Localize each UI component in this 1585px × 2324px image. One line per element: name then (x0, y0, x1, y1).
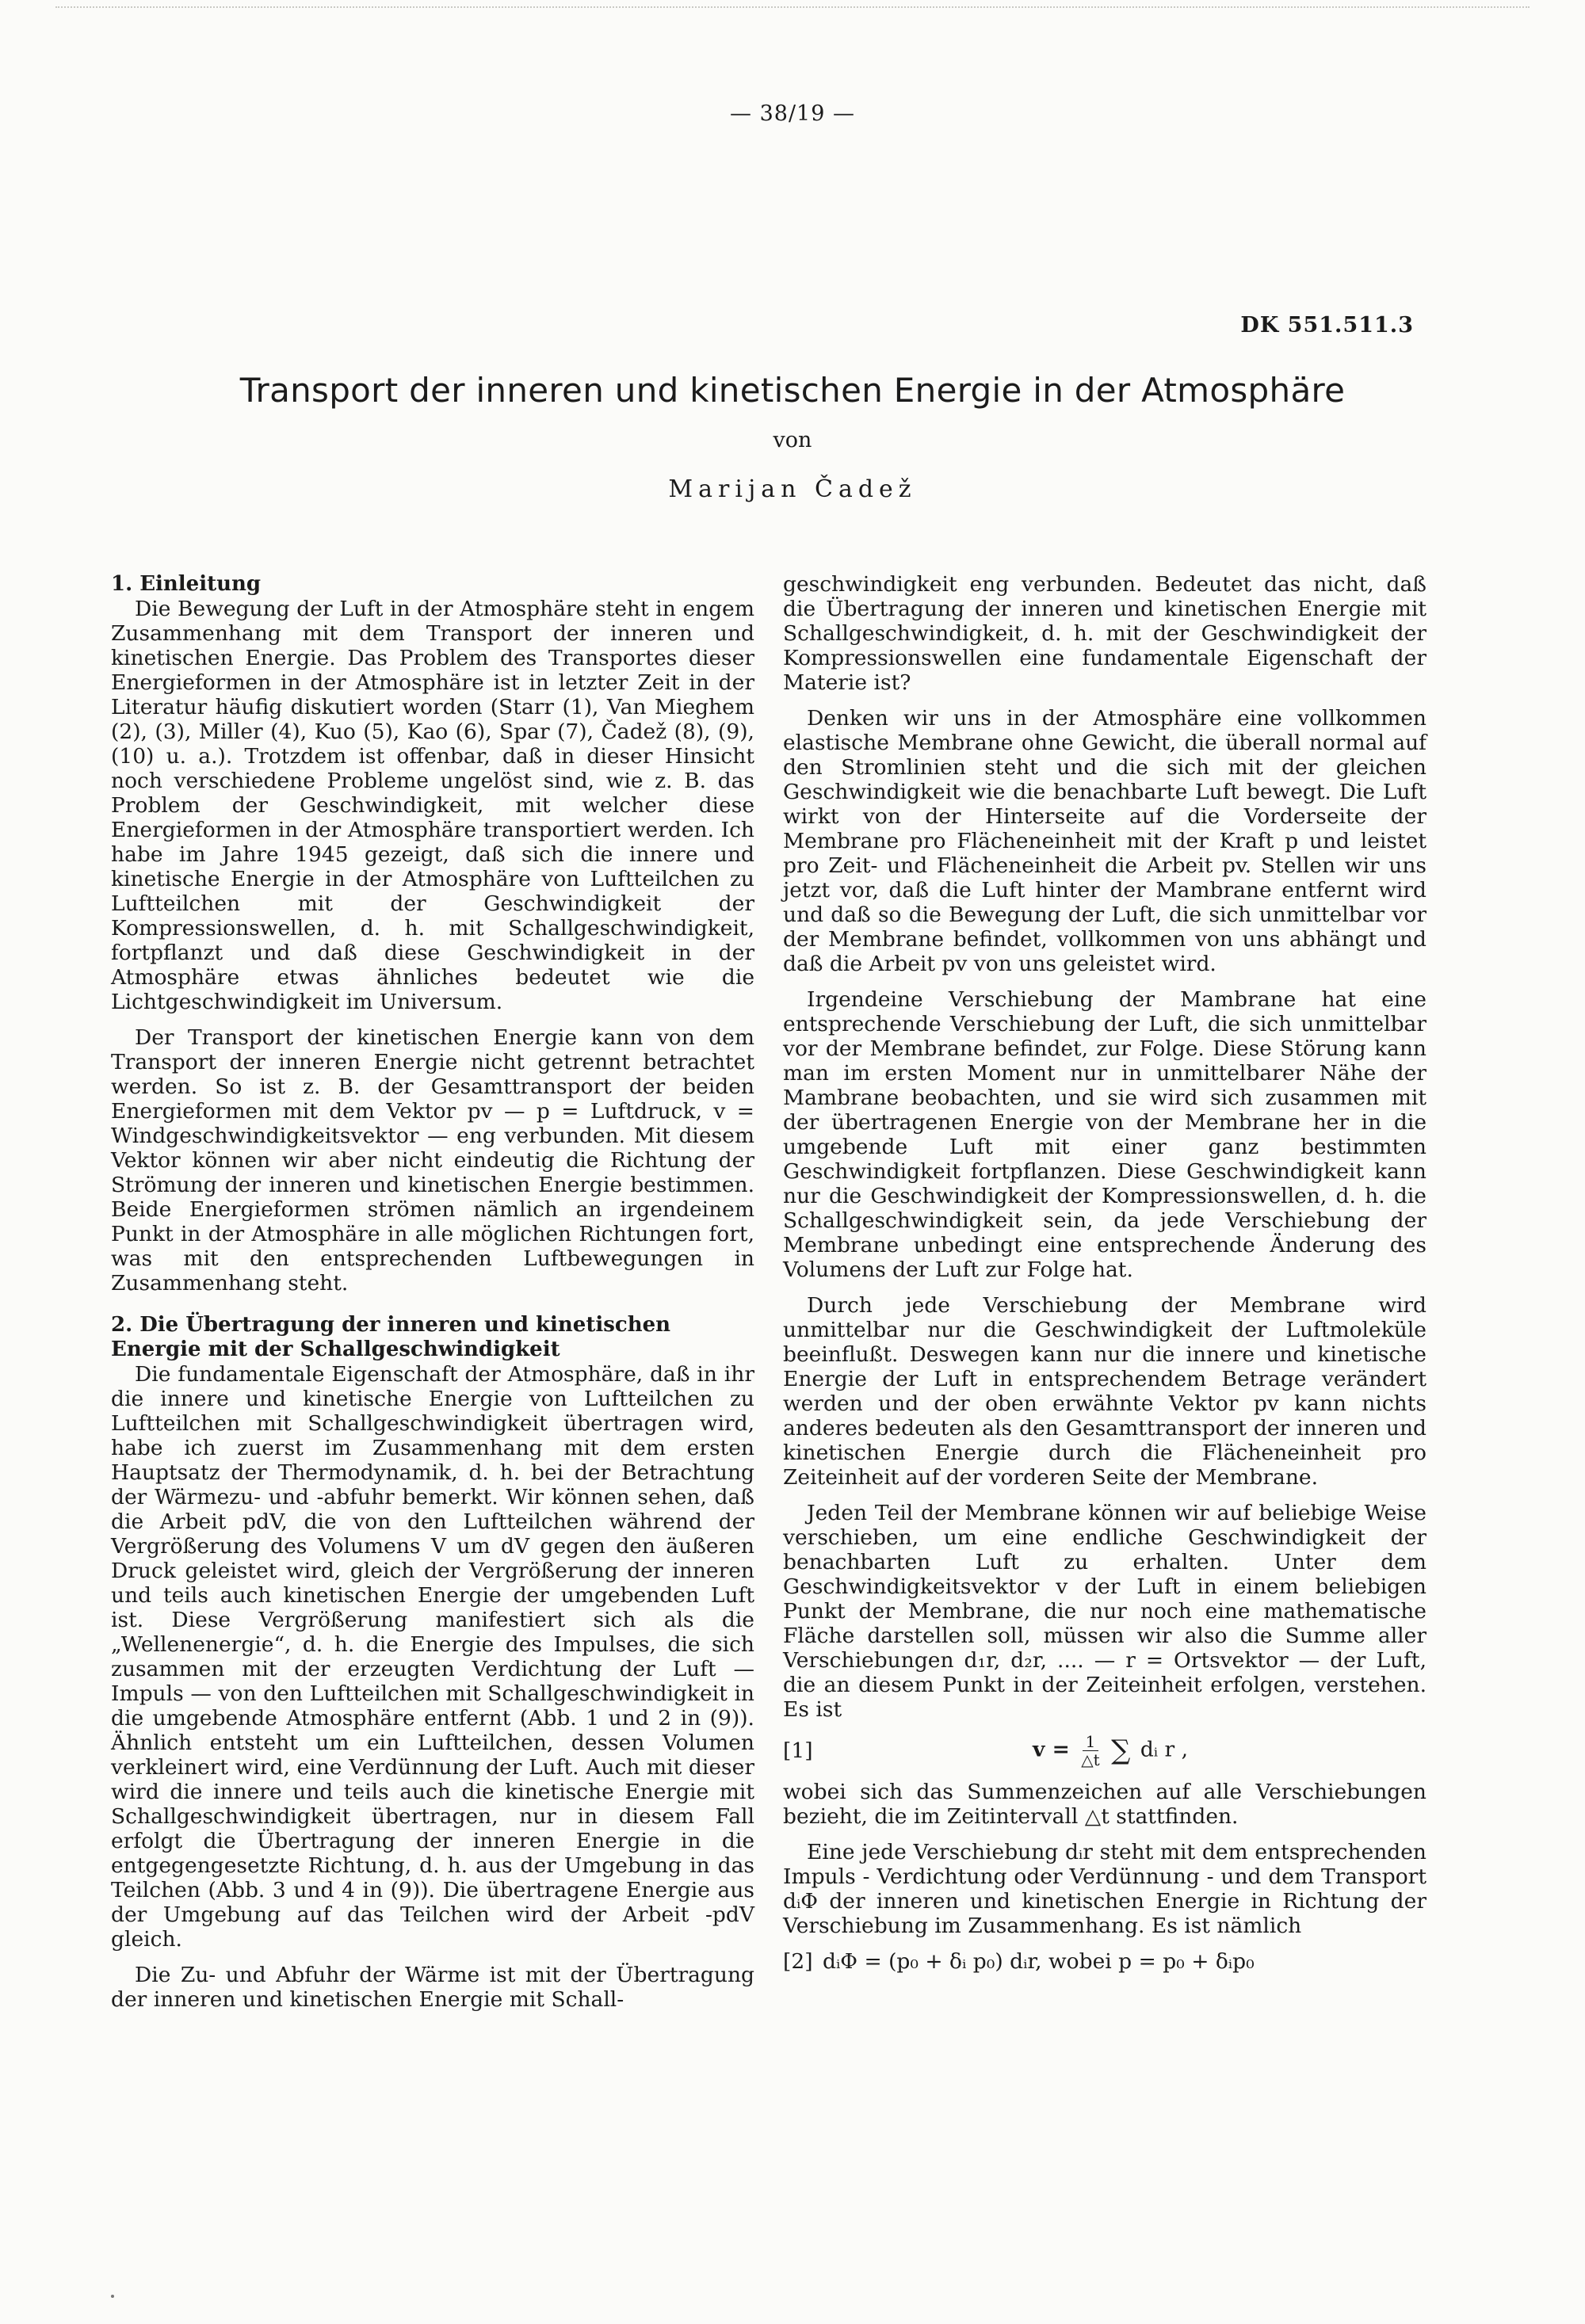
paragraph: Irgendeine Verschiebung der Mambrane hat eine entsprechende Verschiebung der Luft, die sich unmittelbar vor der Membrane befindet, zur Folge. Diese Störung kann man im ersten Moment nur in unmittelbarer Nähe der Mambrane beobachten, und sie wird sich zusammen mit der übertragenen Energie von der Membrane her in die umgebende Luft mit einer ganz bestimmten Geschwindigkeit fortpflanzen. Diese Geschwindigkeit kann nur die Geschwindigkeit der Kompressionswellen, d. h. die Schallgeschwindigkeit sein, da jede Verschiebung der Membrane unbedingt eine entsprechende Änderung des Volumens der Luft zur Folge hat. (783, 987, 1426, 1282)
section-heading-transfer: 2. Die Übertragung der inneren und kinetischen Energie mit der Schallgeschwindigkeit (111, 1313, 671, 1361)
paragraph: Die fundamentale Eigenschaft der Atmosphäre, daß in ihr die innere und kinetische Energie von Luftteilchen zu Luftteilchen mit Schallgeschwindigkeit übertragen wird, habe ich zuerst im Zusammenhang mit dem ersten Hauptsatz der Thermodynamik, d. h. bei der Betrachtung der Wärmezu- und -abfuhr bemerkt. Wir können sehen, daß die Arbeit pdV, die von den Luftteilchen während der Vergrößerung des Volumens V um dV gegen den äußeren Druck geleistet wird, gleich der Vergrößerung der inneren und teils auch kinetischen Energie der umgebenden Luft ist. Diese Vergrößerung manifestiert sich als die „Wellenenergie“, d. h. die Energie des Impulses, die sich zusammen mit der erzeugten Verdichtung der Luft — Impuls — von den Luftteilchen mit Schallgeschwindigkeit in die umgebende Atmosphäre entfernt (Abb. 1 und 2 in (9)). Ähnlich entsteht um ein Luftteilchen, dessen Volumen verkleinert wird, eine Verdünnung der Luft. Auch mit dieser wird die innere und teils auch die kinetische Energie mit Schallgeschwindigkeit übertragen, nur in diesem Fall erfolgt die Übertragung der inneren Energie in die entgegengesetzte Richtung, d. h. aus der Umgebung in das Teilchen (Abb. 3 und 4 in (9)). Die übertragene Energie aus der Umgebung auf das Teilchen wird der Arbeit -pdV gleich. (111, 1362, 754, 1952)
left-column (111, 572, 754, 2023)
paragraph: Jeden Teil der Membrane können wir auf beliebige Weise verschieben, um eine endliche Geschwindigkeit der benachbarten Luft zu erhalten. Unter dem Geschwindigkeitsvektor v der Luft in einem beliebigen Punkt der Membrane, die nur noch eine mathematische Fläche darstellen soll, müssen wir also die Summe aller Verschiebungen d₁r, d₂r, .... — r = Ortsvektor — der Luft, die an diesem Punkt in der Zeiteinheit erfolgen, verstehen. Es ist (783, 1501, 1426, 1722)
scan-speck (111, 2295, 114, 2298)
fraction-numerator: 1 (1083, 1733, 1099, 1751)
equation-body: dᵢΦ = (p₀ + δᵢ p₀) dᵢr, wobei p = p₀ + δᵢp₀ (823, 1949, 1255, 1974)
fraction (1081, 1733, 1099, 1769)
equation-body (838, 1733, 1426, 1769)
paragraph: Die Bewegung der Luft in der Atmosphäre steht in engem Zusammenhang mit dem Transport der inneren und kinetischen Energie. Das Problem des Transportes dieser Energieformen in der Atmosphäre ist in letzter Zeit in der Literatur häufig diskutiert worden (Starr (1), Van Mieghem (2), (3), Miller (4), Kuo (5), Kao (6), Spar (7), Čadež (8), (9), (10) u. a.). Trotzdem ist offenbar, daß in dieser Hinsicht noch verschiedene Probleme ungelöst sind, wie z. B. das Problem der Geschwindigkeit, mit welcher diese Energieformen in der Atmosphäre transportiert werden. Ich habe im Jahre 1945 gezeigt, daß sich die innere und kinetische Energie in der Atmosphäre von Luftteilchen zu Luftteilchen mit der Geschwindigkeit der Kompressionswellen, d. h. mit Schallgeschwindigkeit, fortpflanzt und daß diese Geschwindigkeit in der Atmosphäre etwas ähnliches bedeutet wie die Lichtgeschwindigkeit im Universum. (111, 597, 754, 1014)
top-scan-edge (55, 6, 1530, 8)
byline-von: von (773, 428, 812, 452)
paragraph: Eine jede Verschiebung dᵢr steht mit dem entsprechenden Impuls - Verdichtung oder Verdünnung - und dem Transport dᵢΦ der inneren und kinetischen Energie in Richtung der Verschiebung im Zusammenhang. Es ist nämlich (783, 1840, 1426, 1938)
dk-classification: DK 551.511.3 (1240, 313, 1414, 338)
paragraph: Die Zu- und Abfuhr der Wärme ist mit der Übertragung der inneren und kinetischen Energie mit Schall- (111, 1963, 754, 2012)
paragraph-continued: geschwindigkeit eng verbunden. Bedeutet das nicht, daß die Übertragung der inneren und kinetischen Energie mit Schallgeschwindigkeit, d. h. mit der Geschwindigkeit der Kompressionswellen eine fundamentale Eigenschaft der Materie ist? (783, 572, 1426, 695)
equation-rhs: dᵢ r , (1140, 1737, 1189, 1762)
right-column (783, 572, 1426, 1985)
equation-label: [1] (783, 1738, 813, 1763)
author-name: Marijan Čadež (668, 475, 917, 503)
equation-2 (783, 1949, 1426, 1974)
paragraph: wobei sich das Summenzeichen auf alle Verschiebungen bezieht, die im Zeitintervall △t stattfinden. (783, 1780, 1426, 1829)
paragraph: Denken wir uns in der Atmosphäre eine vollkommen elastische Membrane ohne Gewicht, die überall normal auf den Stromlinien steht und die sich mit der gleichen Geschwindigkeit wie die benachbarte Luft bewegt. Die Luft wirkt von der Hinterseite auf die Vorderseite der Membrane pro Flächeneinheit mit der Kraft p und leistet pro Zeit- und Flächeneinheit die Arbeit pv. Stellen wir uns jetzt vor, daß die Luft hinter der Mambrane entfernt wird und daß so die Bewegung der Luft, die sich unmittelbar vor der Membrane befindet, vollkommen von uns abhängt und daß die Arbeit pv von uns geleistet wird. (783, 706, 1426, 976)
page-number: — 38/19 — (730, 101, 855, 126)
article-title: Transport der inneren und kinetischen Energie in der Atmosphäre (239, 371, 1346, 410)
equation-lhs: v = (1033, 1737, 1070, 1762)
sum-symbol: ∑ (1111, 1734, 1131, 1766)
equation-label: [2] (783, 1949, 813, 1974)
paragraph: Der Transport der kinetischen Energie kann von dem Transport der inneren Energie nicht getrennt betrachtet werden. So ist z. B. der Gesamttransport der beiden Energieformen mit dem Vektor pv — p = Luftdruck, v = Windgeschwindigkeitsvektor — eng verbunden. Mit diesem Vektor können wir aber nicht eindeutig die Richtung der Strömung der inneren und kinetischen Energie bestimmen. Beide Energieformen strömen nämlich an irgendeinem Punkt in der Atmosphäre in alle möglichen Richtungen fort, was mit den entsprechenden Luftbewegungen in Zusammenhang steht. (111, 1025, 754, 1296)
equation-1 (783, 1733, 1426, 1769)
section-heading-introduction: 1. Einleitung (111, 572, 262, 596)
fraction-denominator: △t (1081, 1750, 1100, 1769)
paragraph: Durch jede Verschiebung der Membrane wird unmittelbar nur die Geschwindigkeit der Luftmoleküle beeinflußt. Deswegen kann nur die innere und kinetische Energie der Luft in entsprechendem Betrage verändert werden und der oben erwähnte Vektor pv kann nichts anderes bedeuten als den Gesamttransport der inneren und kinetischen Energie durch die Flächeneinheit pro Zeiteinheit auf der vorderen Seite der Membrane. (783, 1293, 1426, 1490)
